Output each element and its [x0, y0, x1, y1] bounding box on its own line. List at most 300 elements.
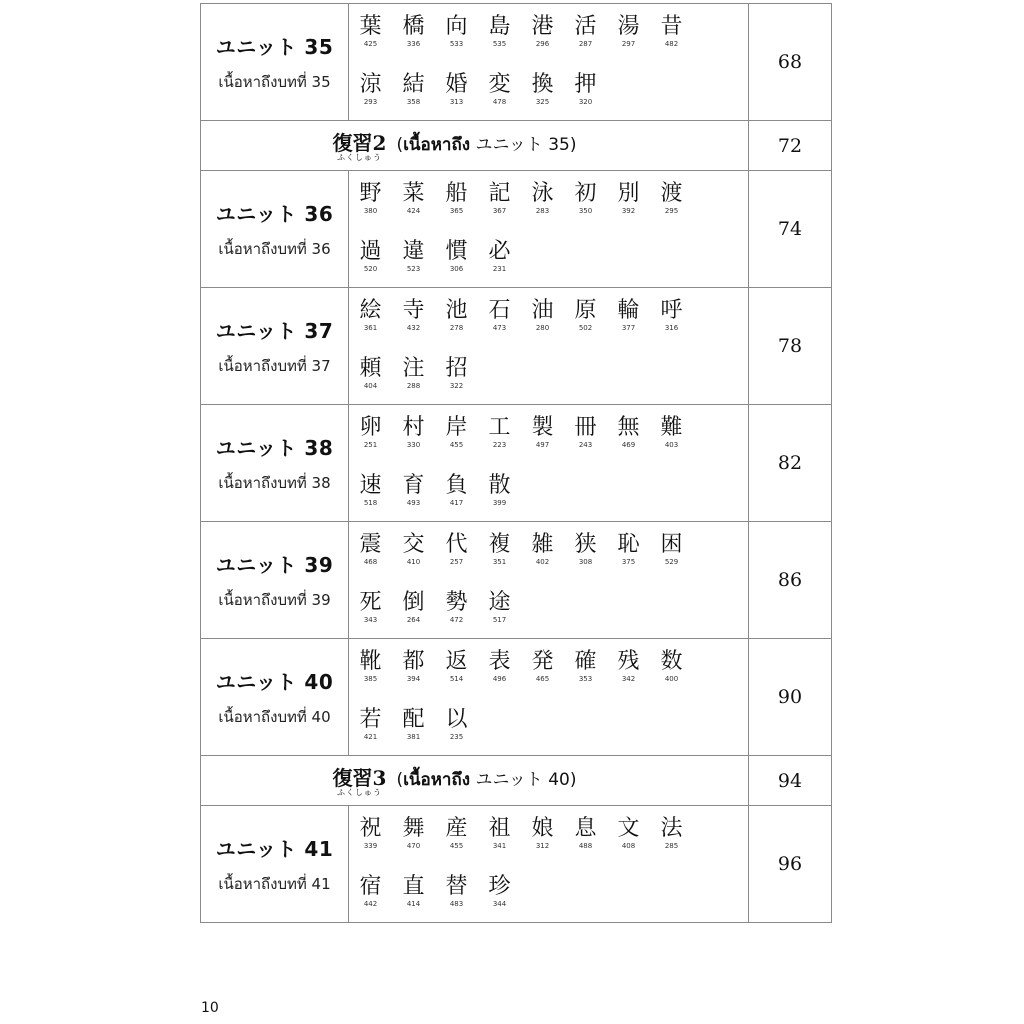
kanji-number: 342 [621, 675, 636, 683]
kanji-number: 408 [621, 842, 636, 850]
kanji-char: 池 [445, 298, 468, 323]
kanji-number: 520 [363, 265, 378, 273]
unit-row [201, 639, 832, 756]
kanji-number: 399 [492, 499, 507, 507]
kanji-item [392, 239, 435, 274]
kanji-number: 402 [535, 558, 550, 566]
kanji-number: 478 [492, 98, 507, 106]
kanji-char: 押 [574, 72, 597, 97]
kanji-number: 367 [492, 207, 507, 215]
kanji-number: 518 [363, 499, 378, 507]
kanji-char: 呼 [660, 298, 683, 323]
kanji-number: 320 [578, 98, 593, 106]
kanji-char: 慣 [445, 239, 468, 264]
kanji-list-cell [349, 288, 749, 405]
kanji-number: 377 [621, 324, 636, 332]
kanji-number: 264 [406, 616, 421, 624]
kanji-item [392, 181, 435, 216]
review-note-open: ( [396, 134, 404, 155]
unit-label-cell [201, 806, 349, 923]
kanji-number: 488 [578, 842, 593, 850]
kanji-item [349, 415, 392, 450]
kanji-char: 産 [445, 816, 468, 841]
kanji-item [435, 14, 478, 49]
kanji-item [435, 532, 478, 567]
page-number-cell: 96 [749, 806, 832, 923]
kanji-number: 482 [664, 40, 679, 48]
unit-subtitle: เนื้อหาถึงบทที่ 39 [218, 590, 331, 609]
kanji-item [349, 816, 392, 851]
kanji-char: 村 [402, 415, 425, 440]
kanji-item [392, 649, 435, 684]
kanji-char: 難 [660, 415, 683, 440]
kanji-number: 410 [406, 558, 421, 566]
kanji-row [349, 4, 748, 62]
kanji-number: 432 [406, 324, 421, 332]
kanji-item [349, 707, 392, 742]
kanji-item [349, 298, 392, 333]
page-number-cell: 74 [749, 171, 832, 288]
kanji-char: 死 [359, 590, 382, 615]
kanji-number: 517 [492, 616, 507, 624]
kanji-number: 470 [406, 842, 421, 850]
kanji-number: 251 [363, 441, 378, 449]
kanji-item [478, 473, 521, 508]
kanji-number: 529 [664, 558, 679, 566]
kanji-item [521, 181, 564, 216]
kanji-item [349, 72, 392, 107]
kanji-item [607, 532, 650, 567]
kanji-item [349, 590, 392, 625]
kanji-number: 285 [664, 842, 679, 850]
kanji-char: 若 [359, 707, 382, 732]
kanji-list-cell [349, 405, 749, 522]
kanji-char: 昔 [660, 14, 683, 39]
kanji-item [392, 473, 435, 508]
kanji-item [564, 816, 607, 851]
unit-label-cell [201, 639, 349, 756]
kanji-item [650, 816, 693, 851]
kanji-item [564, 649, 607, 684]
kanji-row [349, 697, 748, 755]
kanji-item [435, 298, 478, 333]
kanji-number: 341 [492, 842, 507, 850]
kanji-item [607, 649, 650, 684]
kanji-char: 岸 [445, 415, 468, 440]
kanji-number: 295 [664, 207, 679, 215]
kanji-char: 初 [574, 181, 597, 206]
kanji-number: 496 [492, 675, 507, 683]
review-heading [333, 765, 577, 797]
kanji-char: 発 [531, 649, 554, 674]
kanji-number: 404 [363, 382, 378, 390]
kanji-item [392, 816, 435, 851]
kanji-number: 424 [406, 207, 421, 215]
kanji-item [650, 532, 693, 567]
kanji-char: 泳 [531, 181, 554, 206]
kanji-item [435, 590, 478, 625]
kanji-number: 344 [492, 900, 507, 908]
page-number-cell: 78 [749, 288, 832, 405]
review-row [201, 756, 832, 806]
unit-title: ユニット 35 [215, 34, 334, 59]
unit-row [201, 4, 832, 121]
review-furigana: ふくしゅう [336, 787, 382, 797]
unit-label-cell [201, 522, 349, 639]
kanji-char: 負 [445, 473, 468, 498]
kanji-number: 243 [578, 441, 593, 449]
kanji-char: 以 [445, 707, 468, 732]
kanji-number: 343 [363, 616, 378, 624]
page-number: 10 [201, 1000, 219, 1016]
kanji-row [349, 522, 748, 580]
kanji-char: 注 [402, 356, 425, 381]
kanji-number: 468 [363, 558, 378, 566]
review-row [201, 121, 832, 171]
kanji-number: 455 [449, 842, 464, 850]
kanji-char: 無 [617, 415, 640, 440]
kanji-list-cell [349, 806, 749, 923]
kanji-number: 287 [578, 40, 593, 48]
kanji-char: 途 [488, 590, 511, 615]
kanji-row [349, 864, 748, 922]
kanji-item [607, 181, 650, 216]
kanji-number: 414 [406, 900, 421, 908]
review-furigana: ふくしゅう [336, 152, 382, 162]
kanji-number: 313 [449, 98, 464, 106]
kanji-item [349, 473, 392, 508]
kanji-char: 恥 [617, 532, 640, 557]
kanji-number: 523 [406, 265, 421, 273]
toc-body [201, 4, 832, 923]
kanji-char: 招 [445, 356, 468, 381]
kanji-number: 380 [363, 207, 378, 215]
kanji-item [392, 590, 435, 625]
kanji-item [478, 816, 521, 851]
unit-title: ユニット 40 [215, 669, 334, 694]
kanji-item [521, 14, 564, 49]
kanji-number: 257 [449, 558, 464, 566]
kanji-item [435, 816, 478, 851]
review-title-cell [201, 121, 749, 171]
kanji-number: 280 [535, 324, 550, 332]
kanji-number: 296 [535, 40, 550, 48]
kanji-number: 497 [535, 441, 550, 449]
kanji-char: 港 [531, 14, 554, 39]
unit-title: ユニット 37 [215, 318, 334, 343]
kanji-item [392, 14, 435, 49]
kanji-char: 換 [531, 72, 554, 97]
kanji-number: 483 [449, 900, 464, 908]
kanji-number: 472 [449, 616, 464, 624]
kanji-number: 455 [449, 441, 464, 449]
kanji-number: 533 [449, 40, 464, 48]
kanji-char: 交 [402, 532, 425, 557]
kanji-number: 375 [621, 558, 636, 566]
review-note-bold: เนื้อหาถึง [403, 769, 471, 790]
kanji-row [349, 229, 748, 287]
unit-label-cell [201, 171, 349, 288]
kanji-char: 表 [488, 649, 511, 674]
kanji-char: 育 [402, 473, 425, 498]
kanji-row [349, 346, 748, 404]
kanji-list-cell [349, 171, 749, 288]
kanji-char: 絵 [359, 298, 382, 323]
kanji-char: 別 [617, 181, 640, 206]
kanji-item [564, 14, 607, 49]
kanji-item [392, 707, 435, 742]
kanji-char: 雑 [531, 532, 554, 557]
kanji-number: 358 [406, 98, 421, 106]
unit-subtitle: เนื้อหาถึงบทที่ 40 [218, 707, 331, 726]
kanji-item [392, 415, 435, 450]
kanji-char: 祝 [359, 816, 382, 841]
kanji-item [521, 415, 564, 450]
kanji-number: 306 [449, 265, 464, 273]
kanji-item [435, 181, 478, 216]
kanji-number: 330 [406, 441, 421, 449]
kanji-char: 数 [660, 649, 683, 674]
kanji-number: 351 [492, 558, 507, 566]
kanji-item [349, 14, 392, 49]
unit-subtitle: เนื้อหาถึงบทที่ 35 [218, 72, 331, 91]
kanji-item [392, 356, 435, 391]
kanji-char: 複 [488, 532, 511, 557]
kanji-number: 394 [406, 675, 421, 683]
review-note-rest: ユニット 40) [475, 769, 577, 790]
kanji-char: 宿 [359, 874, 382, 899]
kanji-number: 425 [363, 40, 378, 48]
kanji-number: 365 [449, 207, 464, 215]
kanji-char: 油 [531, 298, 554, 323]
kanji-char: 代 [445, 532, 468, 557]
kanji-number: 283 [535, 207, 550, 215]
kanji-char: 記 [488, 181, 511, 206]
kanji-item [521, 649, 564, 684]
unit-title: ユニット 39 [215, 552, 334, 577]
kanji-item [349, 239, 392, 274]
kanji-char: 冊 [574, 415, 597, 440]
kanji-char: 替 [445, 874, 468, 899]
kanji-number: 361 [363, 324, 378, 332]
page-number-cell: 86 [749, 522, 832, 639]
kanji-list-cell [349, 4, 749, 121]
review-note-bold: เนื้อหาถึง [403, 134, 471, 155]
kanji-item [521, 532, 564, 567]
kanji-char: 祖 [488, 816, 511, 841]
kanji-number: 502 [578, 324, 593, 332]
unit-row [201, 171, 832, 288]
kanji-char: 婚 [445, 72, 468, 97]
kanji-item [435, 239, 478, 274]
unit-subtitle: เนื้อหาถึงบทที่ 36 [218, 239, 331, 258]
kanji-char: 卵 [359, 415, 382, 440]
kanji-number: 223 [492, 441, 507, 449]
review-note-open: ( [396, 769, 404, 790]
kanji-number: 392 [621, 207, 636, 215]
page-number-cell: 72 [749, 121, 832, 171]
kanji-char: 葉 [359, 14, 382, 39]
kanji-item [650, 14, 693, 49]
kanji-row [349, 639, 748, 697]
unit-row [201, 806, 832, 923]
kanji-number: 403 [664, 441, 679, 449]
kanji-number: 535 [492, 40, 507, 48]
kanji-char: 確 [574, 649, 597, 674]
review-title [333, 132, 387, 162]
kanji-item [435, 356, 478, 391]
kanji-char: 違 [402, 239, 425, 264]
kanji-item [435, 874, 478, 909]
kanji-number: 514 [449, 675, 464, 683]
review-scope-note [396, 765, 576, 793]
kanji-item [478, 239, 521, 274]
kanji-item [349, 649, 392, 684]
kanji-number: 231 [492, 265, 507, 273]
kanji-item [650, 298, 693, 333]
kanji-char: 橋 [402, 14, 425, 39]
kanji-char: 文 [617, 816, 640, 841]
kanji-char: 工 [488, 415, 511, 440]
kanji-item [607, 298, 650, 333]
kanji-number: 417 [449, 499, 464, 507]
kanji-item [521, 816, 564, 851]
kanji-char: 娘 [531, 816, 554, 841]
unit-row [201, 405, 832, 522]
kanji-list-cell [349, 522, 749, 639]
table-of-contents [200, 3, 832, 923]
unit-subtitle: เนื้อหาถึงบทที่ 37 [218, 356, 331, 375]
kanji-number: 322 [449, 382, 464, 390]
kanji-item [564, 72, 607, 107]
review-heading [333, 130, 577, 162]
kanji-item [564, 298, 607, 333]
kanji-item [349, 532, 392, 567]
kanji-char: 息 [574, 816, 597, 841]
kanji-char: 倒 [402, 590, 425, 615]
kanji-number: 325 [535, 98, 550, 106]
kanji-char: 返 [445, 649, 468, 674]
unit-title: ユニット 41 [215, 836, 334, 861]
kanji-item [435, 72, 478, 107]
kanji-char: 輪 [617, 298, 640, 323]
kanji-char: 直 [402, 874, 425, 899]
kanji-row [349, 288, 748, 346]
kanji-item [478, 532, 521, 567]
kanji-row [349, 171, 748, 229]
review-title-cell [201, 756, 749, 806]
kanji-item [650, 181, 693, 216]
kanji-number: 473 [492, 324, 507, 332]
kanji-char: 残 [617, 649, 640, 674]
unit-label-cell [201, 405, 349, 522]
kanji-char: 法 [660, 816, 683, 841]
kanji-char: 湯 [617, 14, 640, 39]
kanji-number: 350 [578, 207, 593, 215]
kanji-number: 316 [664, 324, 679, 332]
kanji-char: 都 [402, 649, 425, 674]
unit-label-cell [201, 288, 349, 405]
kanji-number: 288 [406, 382, 421, 390]
kanji-char: 渡 [660, 181, 683, 206]
kanji-item [435, 473, 478, 508]
kanji-item [478, 415, 521, 450]
kanji-row [349, 405, 748, 463]
kanji-number: 339 [363, 842, 378, 850]
kanji-item [478, 874, 521, 909]
kanji-item [521, 72, 564, 107]
kanji-list-cell [349, 639, 749, 756]
kanji-number: 381 [406, 733, 421, 741]
kanji-item [650, 649, 693, 684]
kanji-item [478, 72, 521, 107]
review-title [333, 767, 387, 797]
kanji-char: 頼 [359, 356, 382, 381]
kanji-item [392, 874, 435, 909]
kanji-char: 珍 [488, 874, 511, 899]
kanji-char: 舞 [402, 816, 425, 841]
unit-subtitle: เนื้อหาถึงบทที่ 38 [218, 473, 331, 492]
page-number-cell: 94 [749, 756, 832, 806]
unit-row [201, 288, 832, 405]
kanji-char: 靴 [359, 649, 382, 674]
kanji-number: 308 [578, 558, 593, 566]
kanji-row [349, 463, 748, 521]
kanji-number: 312 [535, 842, 550, 850]
kanji-item [521, 298, 564, 333]
kanji-number: 353 [578, 675, 593, 683]
kanji-number: 297 [621, 40, 636, 48]
unit-subtitle: เนื้อหาถึงบทที่ 41 [218, 874, 331, 893]
kanji-row [349, 580, 748, 638]
kanji-number: 493 [406, 499, 421, 507]
kanji-item [349, 874, 392, 909]
kanji-item [392, 532, 435, 567]
kanji-item [478, 298, 521, 333]
kanji-item [650, 415, 693, 450]
kanji-item [607, 415, 650, 450]
kanji-number: 469 [621, 441, 636, 449]
unit-label-cell [201, 4, 349, 121]
kanji-row [349, 62, 748, 120]
kanji-item [478, 590, 521, 625]
kanji-item [607, 14, 650, 49]
kanji-item [435, 415, 478, 450]
kanji-row [349, 806, 748, 864]
kanji-number: 421 [363, 733, 378, 741]
kanji-char: 石 [488, 298, 511, 323]
kanji-number: 293 [363, 98, 378, 106]
kanji-char: 涼 [359, 72, 382, 97]
kanji-char: 船 [445, 181, 468, 206]
review-scope-note [396, 130, 576, 158]
kanji-char: 原 [574, 298, 597, 323]
kanji-char: 野 [359, 181, 382, 206]
kanji-char: 勢 [445, 590, 468, 615]
kanji-item [435, 707, 478, 742]
kanji-number: 465 [535, 675, 550, 683]
kanji-item [564, 181, 607, 216]
review-note-rest: ユニット 35) [475, 134, 577, 155]
kanji-item [607, 816, 650, 851]
kanji-number: 385 [363, 675, 378, 683]
kanji-item [392, 72, 435, 107]
kanji-number: 400 [664, 675, 679, 683]
kanji-number: 442 [363, 900, 378, 908]
kanji-char: 島 [488, 14, 511, 39]
kanji-char: 過 [359, 239, 382, 264]
kanji-item [478, 14, 521, 49]
